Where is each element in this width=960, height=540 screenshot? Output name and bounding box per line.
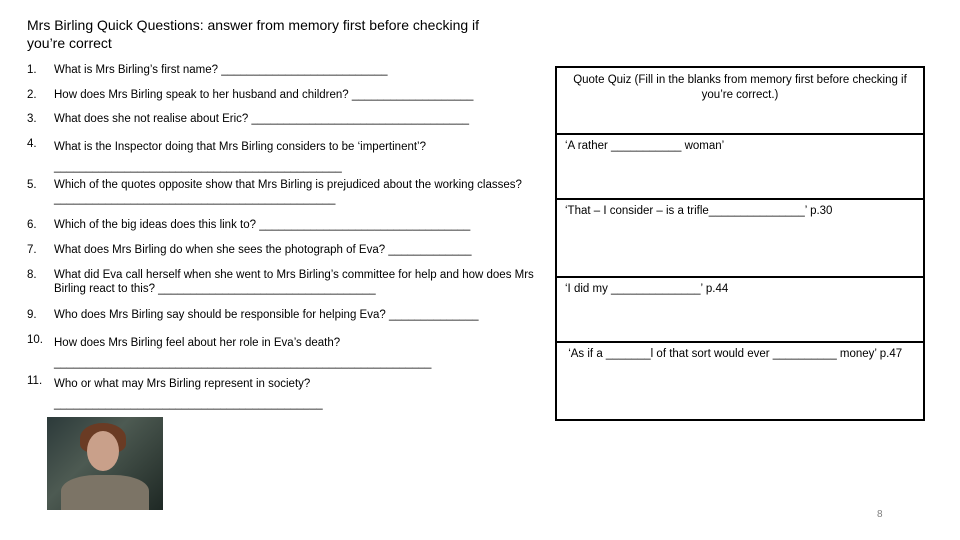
quote-row[interactable]: ‘As if a _______l of that sort would ever __________ money’ p.47 bbox=[557, 341, 923, 419]
mrs-birling-photo bbox=[47, 417, 163, 510]
question-text[interactable]: Who does Mrs Birling say should be responsible for helping Eva? ______________ bbox=[54, 309, 479, 321]
quote-quiz-table bbox=[555, 66, 925, 421]
question-text[interactable]: What does Mrs Birling do when she sees the photograph of Eva? _____________ bbox=[54, 244, 472, 256]
question-text[interactable]: Who or what may Mrs Birling represent in society? __________________________________________ bbox=[54, 378, 323, 410]
quote-row[interactable]: ‘A rather ___________ woman’ bbox=[557, 133, 923, 198]
question-text[interactable]: What did Eva call herself when she went to Mrs Birling’s committee for help and how does Mrs Birling react to this? __________________________________ bbox=[54, 269, 538, 295]
question-item bbox=[27, 178, 537, 206]
page-number: 8 bbox=[877, 509, 883, 520]
page-title: Mrs Birling Quick Questions: answer from memory first before checking if you’re correct bbox=[27, 17, 480, 51]
question-text[interactable]: Which of the quotes opposite show that Mrs Birling is prejudiced about the working classes? ____________________________________________ bbox=[54, 179, 526, 205]
question-item bbox=[27, 308, 537, 322]
question-text[interactable]: What is the Inspector doing that Mrs Birling considers to be ‘impertinent’? _____________________________________________ bbox=[54, 141, 427, 173]
question-item bbox=[27, 112, 537, 126]
quote-row[interactable]: ‘I did my ______________’ p.44 bbox=[557, 276, 923, 341]
question-item bbox=[27, 218, 537, 232]
quote-quiz-header: Quote Quiz (Fill in the blanks from memory first before checking if you’re correct.) bbox=[573, 74, 911, 101]
question-number: 3. bbox=[27, 113, 37, 125]
photo-dress bbox=[61, 475, 149, 510]
question-number: 7. bbox=[27, 244, 37, 256]
question-number: 8. bbox=[27, 269, 37, 281]
question-item bbox=[27, 268, 537, 296]
question-number: 11. bbox=[27, 375, 43, 387]
question-number: 5. bbox=[27, 179, 37, 191]
question-text[interactable]: What does she not realise about Eric? __________________________________ bbox=[54, 113, 469, 125]
question-item bbox=[27, 63, 537, 77]
question-number: 2. bbox=[27, 89, 37, 101]
quote-row[interactable]: ‘That – I consider – is a trifle_______________’ p.30 bbox=[557, 198, 923, 276]
question-text[interactable]: How does Mrs Birling feel about her role in Eva’s death? ___________________________________________________________ bbox=[54, 337, 432, 369]
question-item bbox=[27, 374, 537, 414]
question-number: 9. bbox=[27, 309, 37, 321]
question-item bbox=[27, 88, 537, 102]
question-text[interactable]: How does Mrs Birling speak to her husband and children? ___________________ bbox=[54, 89, 474, 101]
question-number: 1. bbox=[27, 64, 37, 76]
question-item bbox=[27, 137, 537, 177]
question-item bbox=[27, 243, 537, 257]
question-number: 4. bbox=[27, 138, 37, 150]
photo-face bbox=[87, 431, 119, 471]
question-text[interactable]: What is Mrs Birling’s first name? __________________________ bbox=[54, 64, 388, 76]
question-text[interactable]: Which of the big ideas does this link to? _________________________________ bbox=[54, 219, 471, 231]
question-number: 10. bbox=[27, 334, 43, 346]
question-item bbox=[27, 333, 537, 373]
question-number: 6. bbox=[27, 219, 37, 231]
